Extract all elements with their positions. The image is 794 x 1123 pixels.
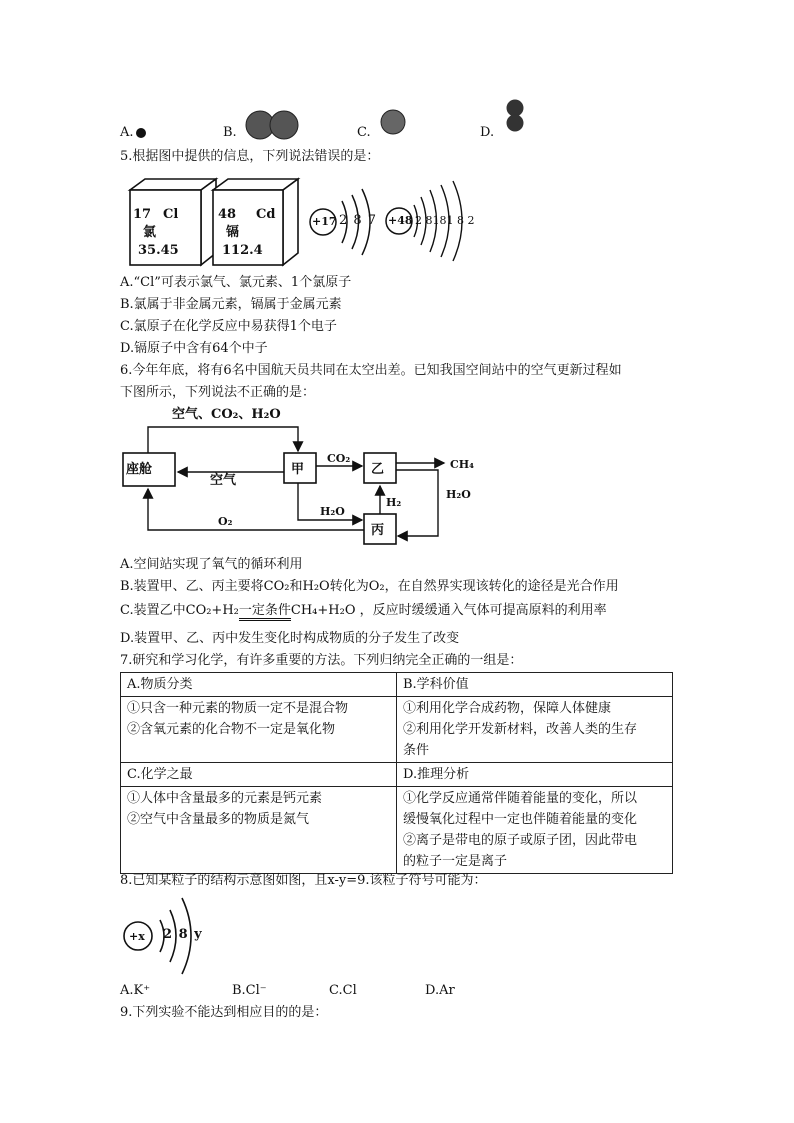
q9-stem: 9.下列实验不能达到相应目的的是： xyxy=(120,1005,328,1020)
q4-option-d-label: D. xyxy=(480,125,495,140)
q7-stem: 7.研究和学习化学，有许多重要的方法。下列归纳完全正确的一组是： xyxy=(120,653,523,668)
q5-option-c: C.氯原子在化学反应中易获得1个电子 xyxy=(120,319,337,334)
q7-cell-d-title: D.推理分析 xyxy=(397,763,673,787)
q6-option-c xyxy=(120,602,607,620)
q7-cell-a-title: A.物质分类 xyxy=(121,673,397,697)
q7-a-line: ②含氧元素的化合物不一定是氧化物 xyxy=(127,722,336,737)
cl-atomic-number: 17 xyxy=(133,207,152,222)
cd-electron-shells: 2 8181 8 2 xyxy=(415,214,475,227)
q6-option-c-condition: 一定条件 xyxy=(239,603,291,621)
q7-cell-a-body xyxy=(121,697,397,763)
q7-d-line: 的粒子一定是离子 xyxy=(403,854,508,869)
q6-option-a: A.空间站实现了氧气的循环利用 xyxy=(120,557,303,572)
q5-option-d: D.镉原子中含有64个中子 xyxy=(120,341,268,356)
q7-b-line: 条件 xyxy=(403,743,430,758)
q7-cell-d-body xyxy=(397,787,673,874)
diagram-jia: 甲 xyxy=(291,462,305,477)
q7-c-line: ①人体中含量最多的元素是钙元素 xyxy=(127,791,323,806)
q6-stem-line2: 下图所示，下列说法不正确的是： xyxy=(120,385,316,400)
q7-d-line: ②离子是带电的原子或原子团，因此带电 xyxy=(403,833,638,848)
q8-electron-shells: 2 8 y xyxy=(163,927,203,942)
q6-option-c-pre: C.装置乙中CO₂+H₂ xyxy=(120,603,239,618)
q8-stem: 8.已知某粒子的结构示意图如图，且x-y=9.该粒子符号可能为： xyxy=(120,873,487,888)
diagram-h2o-bottom-label: H₂O xyxy=(320,505,345,518)
q4-option-a-label: A. xyxy=(120,125,134,140)
q4-option-c-label: C. xyxy=(357,125,371,140)
cd-atomic-number: 48 xyxy=(218,207,237,222)
q7-cell-b-body xyxy=(397,697,673,763)
q6-option-b: B.装置甲、乙、丙主要将CO₂和H₂O转化为O₂，在自然界实现该转化的途径是光合作用 xyxy=(120,579,619,594)
diagram-ch4-label: CH₄ xyxy=(450,458,474,471)
cd-atomic-mass: 112.4 xyxy=(222,243,263,258)
diagram-top-label: 空气、CO₂、H₂O xyxy=(172,407,281,422)
q4-option-b-particle xyxy=(242,108,304,142)
q5-option-b: B.氯属于非金属元素，镉属于金属元素 xyxy=(120,297,342,312)
q7-b-line: ①利用化学合成药物，保障人体健康 xyxy=(403,701,612,716)
q7-b-line: ②利用化学开发新材料，改善人类的生存 xyxy=(403,722,638,737)
q8-option-d: D.Ar xyxy=(425,983,455,998)
q5-option-a: A.“Cl”可表示氯气、氯元素、1个氯原子 xyxy=(120,275,352,290)
cl-nucleus-charge: +17 xyxy=(312,215,337,228)
cd-nucleus-charge: +48 xyxy=(388,214,413,227)
cd-name: 镉 xyxy=(226,225,240,240)
q7-d-line: 缓慢氧化过程中一定也伴随着能量的变化 xyxy=(403,812,638,827)
q7-c-line: ②空气中含量最多的物质是氮气 xyxy=(127,812,310,827)
diagram-cabin: 座舱 xyxy=(126,462,153,477)
cl-electron-shells: 2 8 7 xyxy=(339,213,378,228)
q7-cell-c-body xyxy=(121,787,397,874)
q5-stem: 5.根据图中提供的信息，下列说法错误的是： xyxy=(120,149,380,164)
diagram-co2-label: CO₂ xyxy=(327,452,351,465)
q4-option-b-label: B. xyxy=(223,125,237,140)
q6-option-c-post: CH₄+H₂O ，反应时缓缓通入气体可提高原料的利用率 xyxy=(290,603,607,618)
diagram-yi: 乙 xyxy=(371,462,385,477)
diagram-h2o-right-label: H₂O xyxy=(446,488,471,501)
q6-stem-line1: 6.今年年底，将有6名中国航天员共同在太空出差。已知我国空间站中的空气更新过程如 xyxy=(120,363,622,378)
q8-nucleus-charge: +x xyxy=(129,930,145,943)
cl-symbol: Cl xyxy=(163,207,179,222)
diagram-o2-label: O₂ xyxy=(218,515,233,528)
diagram-air-label: 空气 xyxy=(210,473,237,488)
diagram-h2-label: H₂ xyxy=(386,496,402,509)
diagram-bing: 丙 xyxy=(371,523,385,538)
q7-cell-c-title: C.化学之最 xyxy=(121,763,397,787)
q8-option-c: C.Cl xyxy=(329,983,357,998)
q7-a-line: ①只含一种元素的物质一定不是混合物 xyxy=(127,701,349,716)
q8-option-a: A.K⁺ xyxy=(120,983,151,998)
q7-table xyxy=(120,672,673,874)
q8-option-b: B.Cl⁻ xyxy=(232,983,267,998)
q7-d-line: ①化学反应通常伴随着能量的变化，所以 xyxy=(403,791,638,806)
q4-option-c-particle xyxy=(378,107,408,137)
q6-option-d: D.装置甲、乙、丙中发生变化时构成物质的分子发生了改变 xyxy=(120,631,460,646)
q4-option-d-particle xyxy=(502,98,528,134)
cl-name: 氯 xyxy=(143,225,157,240)
q7-cell-b-title: B.学科价值 xyxy=(397,673,673,697)
q4-option-a-particle xyxy=(134,126,148,140)
cl-atomic-mass: 35.45 xyxy=(138,243,179,258)
cd-symbol: Cd xyxy=(256,207,276,222)
